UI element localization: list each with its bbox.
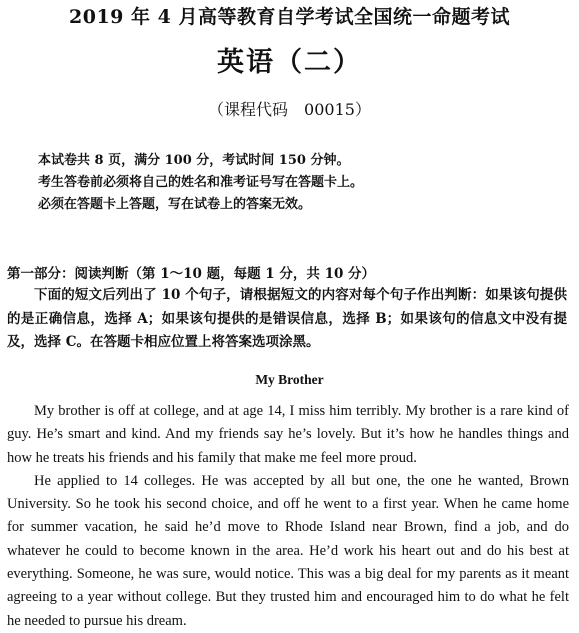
reading-passage (7, 400, 569, 633)
instruction-line: 本试卷共 8 页，满分 100 分，考试时间 150 分钟。 (38, 153, 350, 168)
section-description: 下面的短文后列出了 10 个句子，请根据短文的内容对每个句子作出判断：如果该句提供的是正确信息，选择 A；如果该句提供的是错误信息，选择 B；如果该句的信息文中没有提及，选择 C。在答题卡相应位置上将答案选项涂黑。 (7, 287, 567, 350)
instruction-line: 考生答卷前必须将自己的姓名和准考证号写在答题卡上。 (38, 175, 364, 190)
passage-paragraph: He applied to 14 colleges. He was accepted by all but one, the one he wanted, Brown University. So he took his second choice, and off he went to a first year. When he came home for summer vacation, he said he’d move to Rhode Island near Brown, find a job, and do whatever he could to become known in the area. He’d work his heart out and do his best at everything. Someone, he was sure, would notice. This was a big deal for my parents as it meant agreeing to a year without college. But they trusted him and encouraged him to do what he felt he needed to pursue his dream. (7, 472, 569, 629)
passage-title: My Brother (255, 372, 324, 387)
exam-instructions (38, 150, 558, 216)
subject-title: 英语（二） (217, 47, 362, 78)
passage-paragraph: My brother is off at college, and at age 14, I miss him terribly. My brother is a rare kind of guy. He’s smart and kind. And my friends say he’s lovely. But it’s how he handles things and how he treats his friends and his family that make me feel more proud. (7, 403, 569, 466)
section-heading: 第一部分：阅读判断（第 1～10 题，每题 1 分，共 10 分） (7, 266, 376, 282)
course-code: （课程代码 00015） (208, 100, 371, 119)
instruction-line: 必须在答题卡上答题，写在试卷上的答案无效。 (38, 197, 312, 212)
exam-title: 2019 年 4 月高等教育自学考试全国统一命题考试 (69, 6, 510, 28)
